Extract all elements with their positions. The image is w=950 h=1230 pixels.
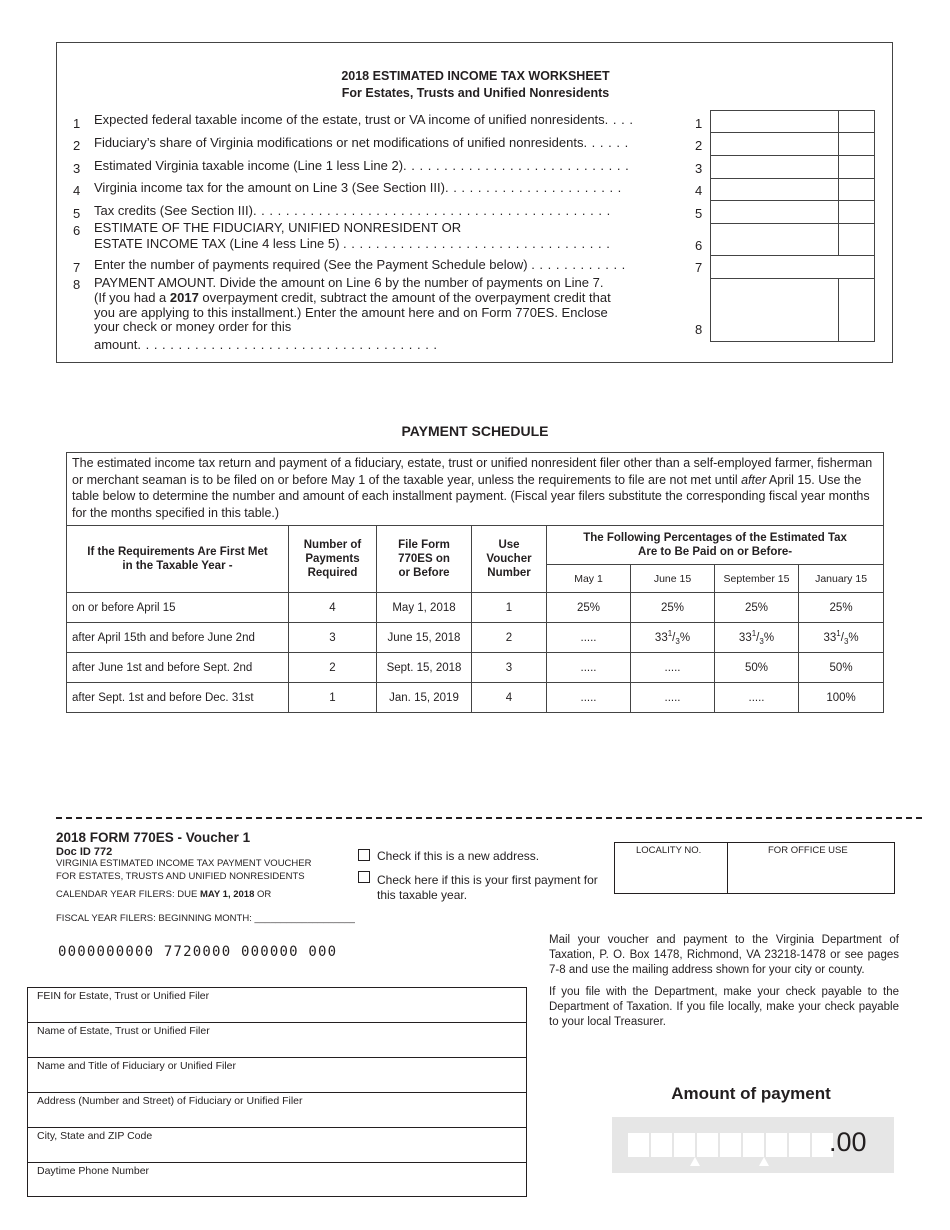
header-number-of-payments: Number of Payments Required <box>289 526 377 593</box>
line-ref-number: 3 <box>695 161 703 176</box>
header-requirements-met: If the Requirements Are First Met in the Taxable Year - <box>67 526 289 593</box>
line-8-cents-field[interactable] <box>838 278 875 342</box>
percent-cell: ..... <box>631 653 715 683</box>
line-text: ESTATE INCOME TAX (Line 4 less Line 5) . . . . . . . . . . . . . . . . . . . . . . . . . . . . . . . . . <box>94 236 611 251</box>
amount-cents: .00 <box>829 1127 867 1157</box>
table-row <box>67 623 884 653</box>
payments-cell: 3 <box>289 623 377 653</box>
schedule-intro: The estimated income tax return and payment of a fiduciary, estate, trust or unified nonresident filer other than a self-employed farmer, fisherman or merchant seaman is to be filed on or before May 1 of the taxable year, unless the requirements to file are not met until after April 15. Use the table below to determine the number and amount of each installment payment. (Fiscal year filers substitute the corresponding fiscal year months for the months specified in this table.) <box>67 453 884 526</box>
line-text: your check or money order for this <box>94 319 292 334</box>
fiduciary-name-title-field[interactable]: Name and Title of Fiduciary or Unified Filer <box>28 1058 526 1093</box>
line-text: Expected federal taxable income of the estate, trust or VA income of unified nonresidents. . . . <box>94 112 634 127</box>
line-text: ESTIMATE OF THE FIDUCIARY, UNIFIED NONRESIDENT OR <box>94 220 462 235</box>
header-september-15: September 15 <box>715 565 799 593</box>
worksheet-subtitle: For Estates, Trusts and Unified Nonresidents <box>341 86 610 100</box>
percent-cell: 25% <box>715 593 799 623</box>
percent-cell: ..... <box>547 623 631 653</box>
line-text: Fiduciary’s share of Virginia modifications or net modifications of unified nonresidents. . . . . . <box>94 135 629 150</box>
voucher-description: FOR ESTATES, TRUSTS AND UNIFIED NONRESIDENTS <box>56 871 305 882</box>
new-address-checkbox[interactable] <box>358 849 370 861</box>
line-number: 6 <box>73 223 81 238</box>
line-1-dollars-field[interactable] <box>710 110 839 133</box>
voucher-cell: 2 <box>472 623 547 653</box>
calendar-year-due: CALENDAR YEAR FILERS: DUE MAY 1, 2018 OR <box>56 889 272 900</box>
period-cell: after June 1st and before Sept. 2nd <box>67 653 289 683</box>
percent-cell: 25% <box>799 593 884 623</box>
first-payment-label: Check here if this is your first payment for this taxable year. <box>377 873 598 902</box>
header-january-15: January 15 <box>799 565 884 593</box>
fiscal-year-beginning-month: FISCAL YEAR FILERS: BEGINNING MONTH: ___________________ <box>56 913 355 924</box>
new-address-label: Check if this is a new address. <box>377 849 540 863</box>
first-payment-checkbox[interactable] <box>358 871 370 883</box>
percent-cell: ..... <box>631 683 715 713</box>
line-number: 8 <box>73 277 81 292</box>
line-text: Virginia income tax for the amount on Line 3 (See Section III). . . . . . . . . . . . . . . . . . . . . . <box>94 180 622 195</box>
line-ref-number: 4 <box>695 183 703 198</box>
file-by-cell: May 1, 2018 <box>377 593 472 623</box>
estate-name-field[interactable]: Name of Estate, Trust or Unified Filer <box>28 1023 526 1058</box>
line-4-cents-field[interactable] <box>838 178 875 201</box>
header-percentages: The Following Percentages of the Estimated Tax Are to Be Paid on or Before- <box>547 526 884 565</box>
payable-instructions: If you file with the Department, make your check payable to the Department of Taxation. If you file locally, make your check payable to your local Treasurer. <box>549 986 899 1028</box>
table-row <box>67 683 884 713</box>
estimated-tax-worksheet <box>56 42 893 363</box>
office-use-label: FOR OFFICE USE <box>768 845 848 856</box>
amount-of-payment-field[interactable] <box>612 1117 894 1173</box>
voucher-cell: 3 <box>472 653 547 683</box>
header-may-1: May 1 <box>547 565 631 593</box>
percent-cell: 50% <box>715 653 799 683</box>
file-by-cell: Sept. 15, 2018 <box>377 653 472 683</box>
line-text: PAYMENT AMOUNT. Divide the amount on Line 6 by the number of payments on Line 7. <box>94 275 604 290</box>
line-ref-number: 5 <box>695 206 703 221</box>
table-row <box>67 653 884 683</box>
line-4-dollars-field[interactable] <box>710 178 839 201</box>
payments-cell: 2 <box>289 653 377 683</box>
worksheet-title: 2018 ESTIMATED INCOME TAX WORKSHEET <box>341 69 610 83</box>
line-text: Tax credits (See Section III). . . . . . . . . . . . . . . . . . . . . . . . . . . . . . . . . . . . . . . . . . . . <box>94 203 611 218</box>
period-cell: on or before April 15 <box>67 593 289 623</box>
locality-office-box <box>614 842 895 894</box>
percent-cell: $33^1/_3\%$ <box>715 623 799 653</box>
table-row <box>67 593 884 623</box>
payments-cell: 1 <box>289 683 377 713</box>
line-text: Estimated Virginia taxable income (Line 1 less Line 2). . . . . . . . . . . . . . . . . . . . . . . . . . . . <box>94 158 630 173</box>
line-text: you are applying to this installment.) Enter the amount here and on Form 770ES. Enclose <box>94 305 608 320</box>
header-june-15: June 15 <box>631 565 715 593</box>
line-6-dollars-field[interactable] <box>710 223 839 256</box>
percent-cell: ..... <box>547 653 631 683</box>
address-field[interactable]: Address (Number and Street) of Fiduciary or Unified Filer <box>28 1093 526 1128</box>
line-ref-number: 8 <box>695 322 703 337</box>
voucher-description: VIRGINIA ESTIMATED INCOME TAX PAYMENT VOUCHER <box>56 858 312 869</box>
file-by-cell: Jan. 15, 2019 <box>377 683 472 713</box>
payment-schedule-title: PAYMENT SCHEDULE <box>401 423 549 439</box>
doc-id: Doc ID 772 <box>56 846 113 858</box>
voucher-title: 2018 FORM 770ES - Voucher 1 <box>56 830 251 845</box>
percent-cell: 100% <box>799 683 884 713</box>
line-text: amount. . . . . . . . . . . . . . . . . . . . . . . . . . . . . . . . . . . . . <box>94 337 438 352</box>
line-2-cents-field[interactable] <box>838 132 875 156</box>
line-ref-number: 7 <box>695 260 703 275</box>
voucher-cell: 1 <box>472 593 547 623</box>
line-number: 3 <box>73 161 81 176</box>
line-7-payments-field[interactable] <box>710 255 875 279</box>
percent-cell: 25% <box>547 593 631 623</box>
percent-cell: $33^1/_3\%$ <box>799 623 884 653</box>
file-by-cell: June 15, 2018 <box>377 623 472 653</box>
city-state-zip-field[interactable]: City, State and ZIP Code <box>28 1128 526 1163</box>
line-text: (If you had a 2017 overpayment credit, subtract the amount of the overpayment credit that <box>94 290 611 305</box>
line-8-dollars-field[interactable] <box>710 278 839 342</box>
fein-field[interactable]: FEIN for Estate, Trust or Unified Filer <box>28 988 526 1023</box>
mailing-instructions: Mail your voucher and payment to the Virginia Department of Taxation, P. O. Box 1478, Richmond, VA 23218-1478 or see pages 7-8 and use the mailing address shown for your city or county. <box>549 934 899 976</box>
payments-cell: 4 <box>289 593 377 623</box>
line-number: 2 <box>73 138 81 153</box>
line-1-cents-field[interactable] <box>838 110 875 133</box>
line-number: 5 <box>73 206 81 221</box>
line-5-dollars-field[interactable] <box>710 200 839 224</box>
line-number: 1 <box>73 116 81 131</box>
percent-cell: $33^1/_3\%$ <box>631 623 715 653</box>
voucher-cell: 4 <box>472 683 547 713</box>
header-file-form-on-or-before: File Form 770ES on or Before <box>377 526 472 593</box>
line-5-cents-field[interactable] <box>838 200 875 224</box>
percent-cell: ..... <box>547 683 631 713</box>
line-number: 4 <box>73 183 81 198</box>
phone-field[interactable]: Daytime Phone Number <box>37 1165 150 1177</box>
line-3-dollars-field[interactable] <box>710 155 839 179</box>
header-voucher-number: Use Voucher Number <box>472 526 547 593</box>
line-ref-number: 1 <box>695 116 703 131</box>
line-text: Enter the number of payments required (See the Payment Schedule below) . . . . . . . . . . . . <box>94 257 626 272</box>
period-cell: after Sept. 1st and before Dec. 31st <box>67 683 289 713</box>
period-cell: after April 15th and before June 2nd <box>67 623 289 653</box>
amount-of-payment-label: Amount of payment <box>671 1084 831 1103</box>
payment-schedule-table <box>66 452 884 713</box>
locality-no-label: LOCALITY NO. <box>636 845 702 856</box>
percent-cell: 25% <box>631 593 715 623</box>
line-6-cents-field[interactable] <box>838 223 875 256</box>
scan-line: 0000000000 7720000 000000 000 <box>58 944 338 960</box>
line-number: 7 <box>73 260 81 275</box>
percent-cell: ..... <box>715 683 799 713</box>
percent-cell: 50% <box>799 653 884 683</box>
line-ref-number: 6 <box>695 238 703 253</box>
cut-line <box>56 817 922 819</box>
line-2-dollars-field[interactable] <box>710 132 839 156</box>
filer-info-fields <box>27 987 527 1197</box>
line-3-cents-field[interactable] <box>838 155 875 179</box>
line-ref-number: 2 <box>695 138 703 153</box>
